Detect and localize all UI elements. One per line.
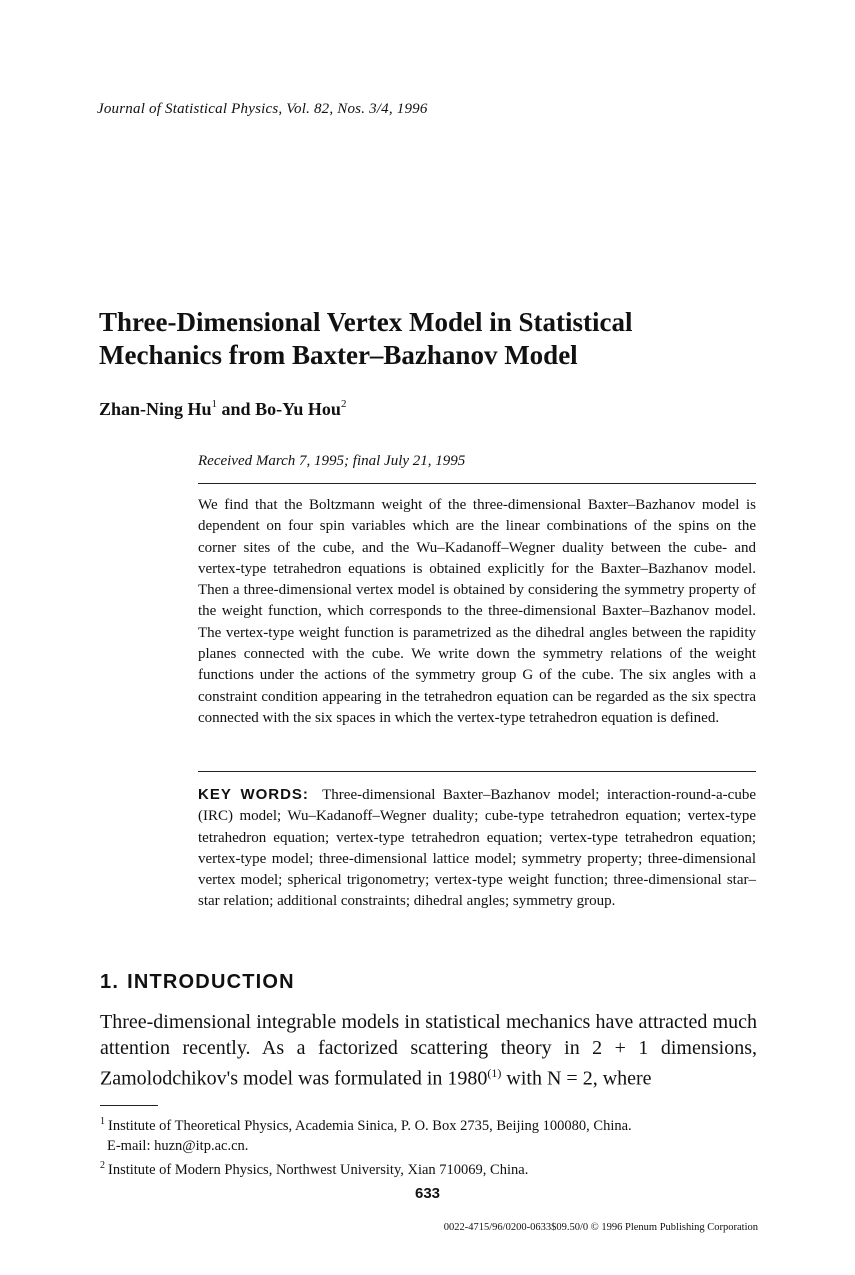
footnote-1-line-1: Institute of Theoretical Physics, Academia Sinica, P. O. Box 2735, Beijing 100080, China.: [108, 1117, 632, 1134]
title-line-2: Mechanics from Baxter–Bazhanov Model: [99, 340, 578, 370]
introduction-paragraph: [100, 1010, 757, 1092]
intro-text-part-2: with N = 2, where: [501, 1067, 652, 1090]
keywords-label: KEY WORDS:: [198, 786, 309, 803]
citation-marker: (1): [487, 1066, 502, 1080]
intro-text-part-1: Three-dimensional integrable models in statistical mechanics have attracted much attention recently. As a factorized scattering theory in 2 + 1 dimensions, Zamolodchikov's model was formulated in 1980: [100, 1011, 757, 1090]
page-number: 633: [414, 1185, 441, 1202]
footnote-1-marker: 1: [100, 1116, 105, 1127]
author-2-name: Bo-Yu Hou: [255, 399, 341, 419]
footnote-separator: [100, 1105, 158, 1106]
footnote-1-line-2: E-mail: huzn@itp.ac.cn.: [107, 1137, 249, 1154]
section-number: 1.: [100, 971, 120, 993]
author-list: [99, 399, 346, 420]
title-line-1: Three-Dimensional Vertex Model in Statistical: [99, 307, 633, 337]
section-title: INTRODUCTION: [127, 971, 295, 993]
author-1-name: Zhan-Ning Hu: [99, 399, 212, 419]
footnote-2: [100, 1156, 757, 1180]
footnote-2-line-1: Institute of Modern Physics, Northwest University, Xian 710069, China.: [108, 1161, 529, 1178]
author-conjunction: and: [221, 399, 251, 419]
keywords-block: [198, 784, 756, 913]
copyright-line: 0022-4715/96/0200-0633$09.50/0 © 1996 Plenum Publishing Corporation: [443, 1222, 758, 1233]
abstract-bottom-rule: [198, 771, 756, 772]
section-heading: [100, 971, 295, 994]
paper-title: [99, 306, 759, 372]
footnotes: [100, 1112, 757, 1180]
keywords-text: Three-dimensional Baxter–Bazhanov model; interaction-round-a-cube (IRC) model; Wu–Kadanoff–Wegner duality; cube-type tetrahedron equation; vertex-type tetrahedron equation; vertex-type tetrahedron equation; vertex-type tetrahedron equation; vertex-type model; three-dimensional lattice model; symmetry property; three-dimensional vertex model; spherical trigonometry; vertex-type weight function; three-dimensional star–star relation; additional constraints; dihedral angles; symmetry group.: [198, 787, 756, 910]
author-1-affiliation-marker: 1: [211, 398, 218, 410]
footnote-2-marker: 2: [100, 1159, 105, 1171]
author-2-affiliation-marker: 2: [340, 398, 347, 410]
received-dates: Received March 7, 1995; final July 21, 1995: [198, 453, 466, 469]
footnote-1: [100, 1112, 757, 1156]
journal-header: Journal of Statistical Physics, Vol. 82, Nos. 3/4, 1996: [97, 101, 428, 117]
abstract-top-rule: [198, 483, 756, 484]
abstract-text: We find that the Boltzmann weight of the three-dimensional Baxter–Bazhanov model is dependent on four spin variables which are the linear combinations of the spins on the corner sites of the cube, and the Wu–Kadanoff–Wegner duality between the cube- and vertex-type tetrahedron equations is obtained explicitly for the Baxter–Bazhanov model. Then a three-dimensional vertex model is obtained by considering the symmetry property of the weight function, which corresponds to the three-dimensional Baxter–Bazhanov model. The vertex-type weight function is parametrized as the dihedral angles between the rapidity planes connected with the cube. We write down the symmetry relations of the weight functions under the actions of the symmetry group G of the cube. The six angles with a constraint condition appearing in the tetrahedron equation can be regarded as the six spectra connected with the six spaces in which the vertex-type tetrahedron equation is defined.: [198, 497, 756, 726]
